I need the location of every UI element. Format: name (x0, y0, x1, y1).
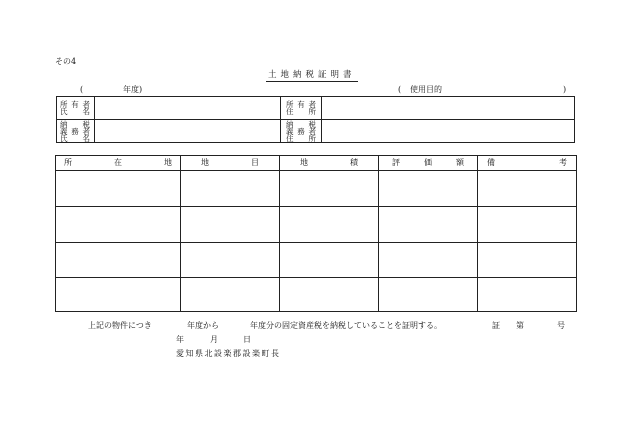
date-year: 年 (176, 335, 184, 344)
cert-label-char: 第 (516, 321, 524, 330)
owner-addr-line1: 所 有 者 (286, 100, 316, 109)
taxpayer-label-line3: 氏 名 (60, 134, 90, 143)
header-0-char: 地 (164, 158, 172, 167)
property-table-col-1 (180, 155, 181, 312)
owner-table-col2 (280, 96, 281, 143)
header-location (64, 159, 172, 167)
purpose-label: 使用目的 (410, 85, 442, 94)
property-table (55, 155, 577, 312)
purpose-paren-open: ( (398, 85, 402, 94)
date-month: 月 (210, 335, 218, 344)
owner-name-label (60, 101, 90, 115)
property-table-row-line-1 (55, 206, 577, 207)
header-assessed-value (392, 159, 464, 167)
header-land-category-text (201, 159, 259, 167)
cert-number-label (492, 322, 524, 330)
header-4-char: 考 (559, 158, 567, 167)
header-0-char: 在 (114, 158, 122, 167)
header-assessed-value-text (392, 159, 464, 167)
owner-table-col1 (94, 96, 95, 143)
taxpayer-addr-line1: 納 税 (286, 120, 316, 129)
property-table-row-line-3 (55, 277, 577, 278)
header-area-text (300, 159, 358, 167)
header-remarks (487, 159, 567, 167)
statement-part3: 年度分の固定資産税を納税していることを証明する。 (250, 321, 442, 330)
form-number: その4 (55, 57, 77, 66)
owner-label-line2: 氏 名 (60, 107, 90, 116)
taxpayer-addr-line3: 住 所 (286, 134, 316, 143)
header-land-category (201, 159, 259, 167)
property-table-col-2 (279, 155, 280, 312)
statement-part2: 年度から (187, 321, 219, 330)
date-day: 日 (243, 335, 251, 344)
cert-number-suffix: 号 (557, 321, 565, 330)
header-3-char: 額 (456, 158, 464, 167)
title-underline (266, 81, 358, 82)
header-area (300, 159, 358, 167)
issuer-name: 愛知県北設楽郡設楽町長 (176, 349, 281, 358)
year-label: 年度) (123, 85, 143, 94)
cert-label-char: 証 (492, 321, 500, 330)
header-1-char: 目 (251, 158, 259, 167)
taxpayer-address-label (286, 121, 316, 142)
property-table-col-4 (477, 155, 478, 312)
header-4-char: 備 (487, 158, 495, 167)
taxpayer-addr-line2: 義 務 者 (286, 127, 316, 136)
header-2-char: 地 (300, 158, 308, 167)
property-table-row-line-2 (55, 242, 577, 243)
owner-label-line1: 所 有 者 (60, 100, 90, 109)
property-table-col-3 (378, 155, 379, 312)
owner-address-label (286, 101, 316, 115)
header-3-char: 価 (424, 158, 432, 167)
document-title: 土地納税証明書 (268, 70, 356, 80)
owner-table-col3 (321, 96, 322, 143)
header-location-text (64, 159, 172, 167)
header-1-char: 地 (201, 158, 209, 167)
header-2-char: 積 (350, 158, 358, 167)
purpose-paren-close: ) (563, 85, 567, 94)
taxpayer-label-line2: 義 務 者 (60, 127, 90, 136)
owner-addr-line2: 住 所 (286, 107, 316, 116)
property-table-header-line (55, 170, 577, 171)
header-remarks-text (487, 159, 567, 167)
header-3-char: 評 (392, 158, 400, 167)
taxpayer-name-label (60, 121, 90, 142)
taxpayer-label-line1: 納 税 (60, 120, 90, 129)
statement-part1: 上記の物件につき (88, 321, 152, 330)
header-0-char: 所 (64, 158, 72, 167)
year-paren-open: ( (80, 85, 84, 94)
